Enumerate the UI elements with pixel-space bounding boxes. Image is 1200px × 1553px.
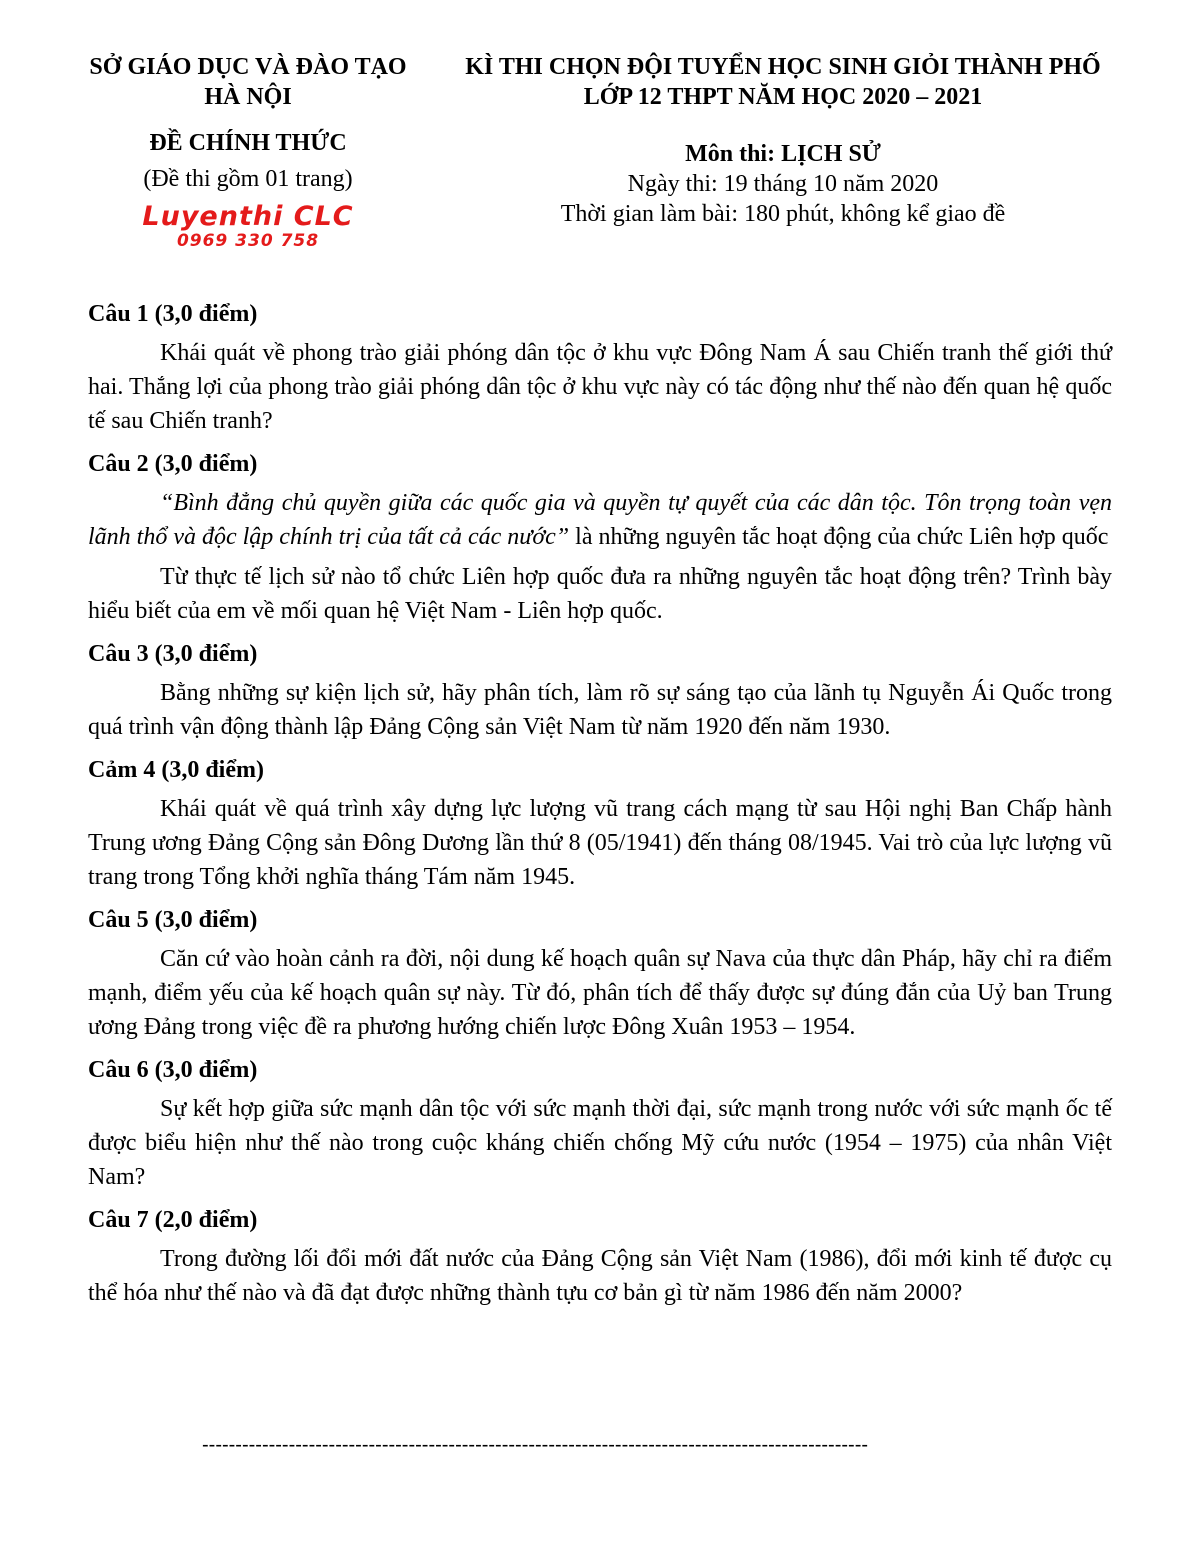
watermark-logo [58, 202, 438, 250]
department-line-1: SỞ GIÁO DỤC VÀ ĐÀO TẠO [89, 54, 407, 80]
question-1-title: Câu 1 (3,0 điểm) [88, 301, 258, 327]
department-line-2: HÀ NỘI [204, 84, 292, 110]
question-6-text: Sự kết hợp giữa sức mạnh dân tộc với sức mạnh thời đại, sức mạnh trong nước với sức mạnh ốc tế được biểu hiện như thế nào trong cuộc kháng chiến chống Mỹ cứu nước (1954 – 1975) của nhân Việt Nam? [88, 1096, 1112, 1190]
header-right [426, 52, 1140, 229]
page-count: (Đề thi gồm 01 trang) [143, 166, 353, 192]
header-left [58, 52, 438, 250]
question-6-title: Câu 6 (3,0 điểm) [88, 1057, 258, 1083]
question-5-title: Câu 5 (3,0 điểm) [88, 907, 258, 933]
question-2-text-rest: là những nguyên tắc hoạt động của chức Liên hợp quốc [569, 524, 1109, 550]
question-7-text: Trong đường lối đổi mới đất nước của Đảng Cộng sản Việt Nam (1986), đổi mới kinh tế được cụ thể hóa như thế nào và đã đạt được những thành tựu cơ bản gì từ năm 1986 đến năm 2000? [88, 1246, 1112, 1306]
question-5-text: Căn cứ vào hoàn cảnh ra đời, nội dung kế hoạch quân sự Nava của thực dân Pháp, hãy chỉ ra điểm mạnh, điểm yếu của kế hoạch quân sự này. Từ đó, phân tích để thấy được sự đúng đắn của Uỷ ban Trung ương Đảng trong việc đề ra phương hướng chiến lược Đông Xuân 1953 – 1954. [88, 946, 1112, 1040]
exam-date: Ngày thi: 19 tháng 10 năm 2020 [627, 171, 939, 197]
exam-title-line-2: LỚP 12 THPT NĂM HỌC 2020 – 2021 [583, 84, 983, 110]
exam-duration: Thời gian làm bài: 180 phút, không kể giao đề [560, 201, 1006, 227]
question-3-title: Câu 3 (3,0 điểm) [88, 641, 258, 667]
exam-subject: Môn thi: LỊCH SỬ [685, 141, 881, 167]
question-7-title: Câu 7 (2,0 điểm) [88, 1207, 258, 1233]
official-label: ĐỀ CHÍNH THỨC [149, 130, 347, 156]
question-2-text-2: Từ thực tế lịch sử nào tổ chức Liên hợp quốc đưa ra những nguyên tắc hoạt động trên? Trình bày hiểu biết của em về mối quan hệ Việt Nam - Liên hợp quốc. [88, 564, 1112, 624]
question-4-text: Khái quát về quá trình xây dựng lực lượng vũ trang cách mạng từ sau Hội nghị Ban Chấp hành Trung ương Đảng Cộng sản Đông Dương lần thứ 8 (05/1941) đến tháng 08/1945. Vai trò của lực lượng vũ trang trong Tổng khởi nghĩa tháng Tám năm 1945. [88, 796, 1112, 890]
question-4-title: Cảm 4 (3,0 điểm) [88, 757, 264, 783]
question-2-title: Câu 2 (3,0 điểm) [88, 451, 258, 477]
end-divider: ---------------------------------------------------------------------------------------------------- [202, 1434, 869, 1456]
questions-body [88, 296, 1112, 1310]
watermark-phone: 0969 330 758 [176, 231, 320, 251]
question-2-text [88, 486, 1112, 554]
question-3-text: Bằng những sự kiện lịch sử, hãy phân tích, làm rõ sự sáng tạo của lãnh tụ Nguyễn Ái Quốc trong quá trình vận động thành lập Đảng Cộng sản Việt Nam từ năm 1920 đến năm 1930. [88, 680, 1112, 740]
watermark-name: Luyenthi CLC [142, 201, 354, 232]
exam-title-line-1: KÌ THI CHỌN ĐỘI TUYỂN HỌC SINH GIỎI THÀNH PHỐ [465, 54, 1101, 80]
question-1-text: Khái quát về phong trào giải phóng dân tộc ở khu vực Đông Nam Á sau Chiến tranh thế giới thứ hai. Thắng lợi của phong trào giải phóng dân tộc ở khu vực này có tác động như thế nào đến quan hệ quốc tế sau Chiến tranh? [88, 340, 1112, 434]
question-2-quote: “Bình đẳng chủ quyền giữa các quốc gia và quyền tự quyết của các dân tộc. Tôn trọng toàn vẹn lãnh thổ và độc lập chính trị của tất cả các nước” [88, 490, 1112, 550]
